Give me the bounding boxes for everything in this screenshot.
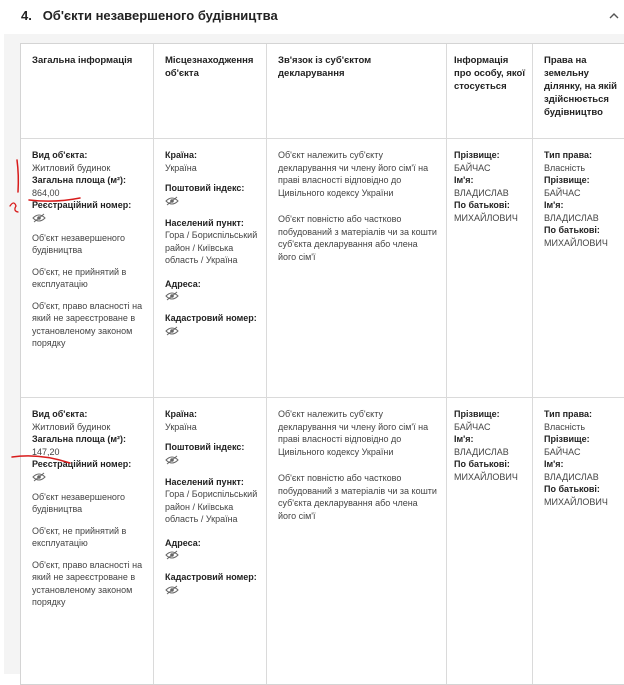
header-land-rights: Права на земельну ділянку, на якій здійснюється будівництво (544, 55, 618, 118)
table-row-person: Прізвище: БАЙЧАС Ім'я: ВЛАДИСЛАВ По батькові: МИХАЙЛОВИЧ (454, 409, 518, 482)
table-row-relation: Об'єкт належить суб'єкту декларування чи члену його сім'ї на праві власності відповідно до Цивільного кодексу України Об'єкт повністю або частково побудований з матеріалів чи за кошти суб'єкта декларування або члена його сім'ї (278, 150, 437, 262)
section-title: 4. Об'єкти незавершеного будівництва (21, 8, 278, 23)
table-row-general: Вид об'єкта: Житловий будинок Загальна площа (м²): 147,20 Реєстраційний номер: Об'єкт незавершеного будівництва Об'єкт, не прийнятий в експлуатацію Об'єкт, право власності на який не зареєстроване в установленому законом порядку (32, 408, 150, 609)
area-value: 864,00 (32, 187, 60, 198)
table-row-relation: Об'єкт належить суб'єкту декларування чи члену його сім'ї на праві власності відповідно до Цивільного кодексу України Об'єкт повністю або частково побудований з матеріалів чи за кошти суб'єкта декларування або члена його сім'ї (278, 409, 437, 521)
header-location: Місцезнаходження об'єкта (165, 55, 254, 79)
table-row-land-rights: Тип права: Власність Прізвище: БАЙЧАС Ім'я: ВЛАДИСЛАВ По батькові: МИХАЙЛОВИЧ (544, 409, 608, 507)
area-value: 147,20 (32, 446, 60, 457)
header-general: Загальна інформація (32, 55, 133, 66)
table-row-location: Країна: Україна Поштовий індекс: Населений пункт: Гора / Бориспільський район / Київська область / Україна Адреса: Кадастровий номер: (165, 408, 263, 595)
table-row-person: Прізвище: БАЙЧАС Ім'я: ВЛАДИСЛАВ По батькові: МИХАЙЛОВИЧ (454, 150, 518, 223)
table-row-general: Вид об'єкта: Житловий будинок Загальна площа (м²): 864,00 Реєстраційний номер: Об'єкт незавершеного будівництва Об'єкт, не прийнятий в експлуатацію Об'єкт, право власності на який не зареєстроване в установленому законом порядку (32, 149, 150, 350)
table-row-land-rights: Тип права: Власність Прізвище: БАЙЧАС Ім'я: ВЛАДИСЛАВ По батькові: МИХАЙЛОВИЧ (544, 150, 608, 248)
header-relation: Зв'язок із суб'єктом декларування (278, 55, 372, 79)
table-row-location: Країна: Україна Поштовий індекс: Населений пункт: Гора / Бориспільський район / Київська область / Україна Адреса: Кадастровий номер: (165, 149, 263, 336)
header-person: Інформація про особу, якої стосується (454, 55, 525, 92)
